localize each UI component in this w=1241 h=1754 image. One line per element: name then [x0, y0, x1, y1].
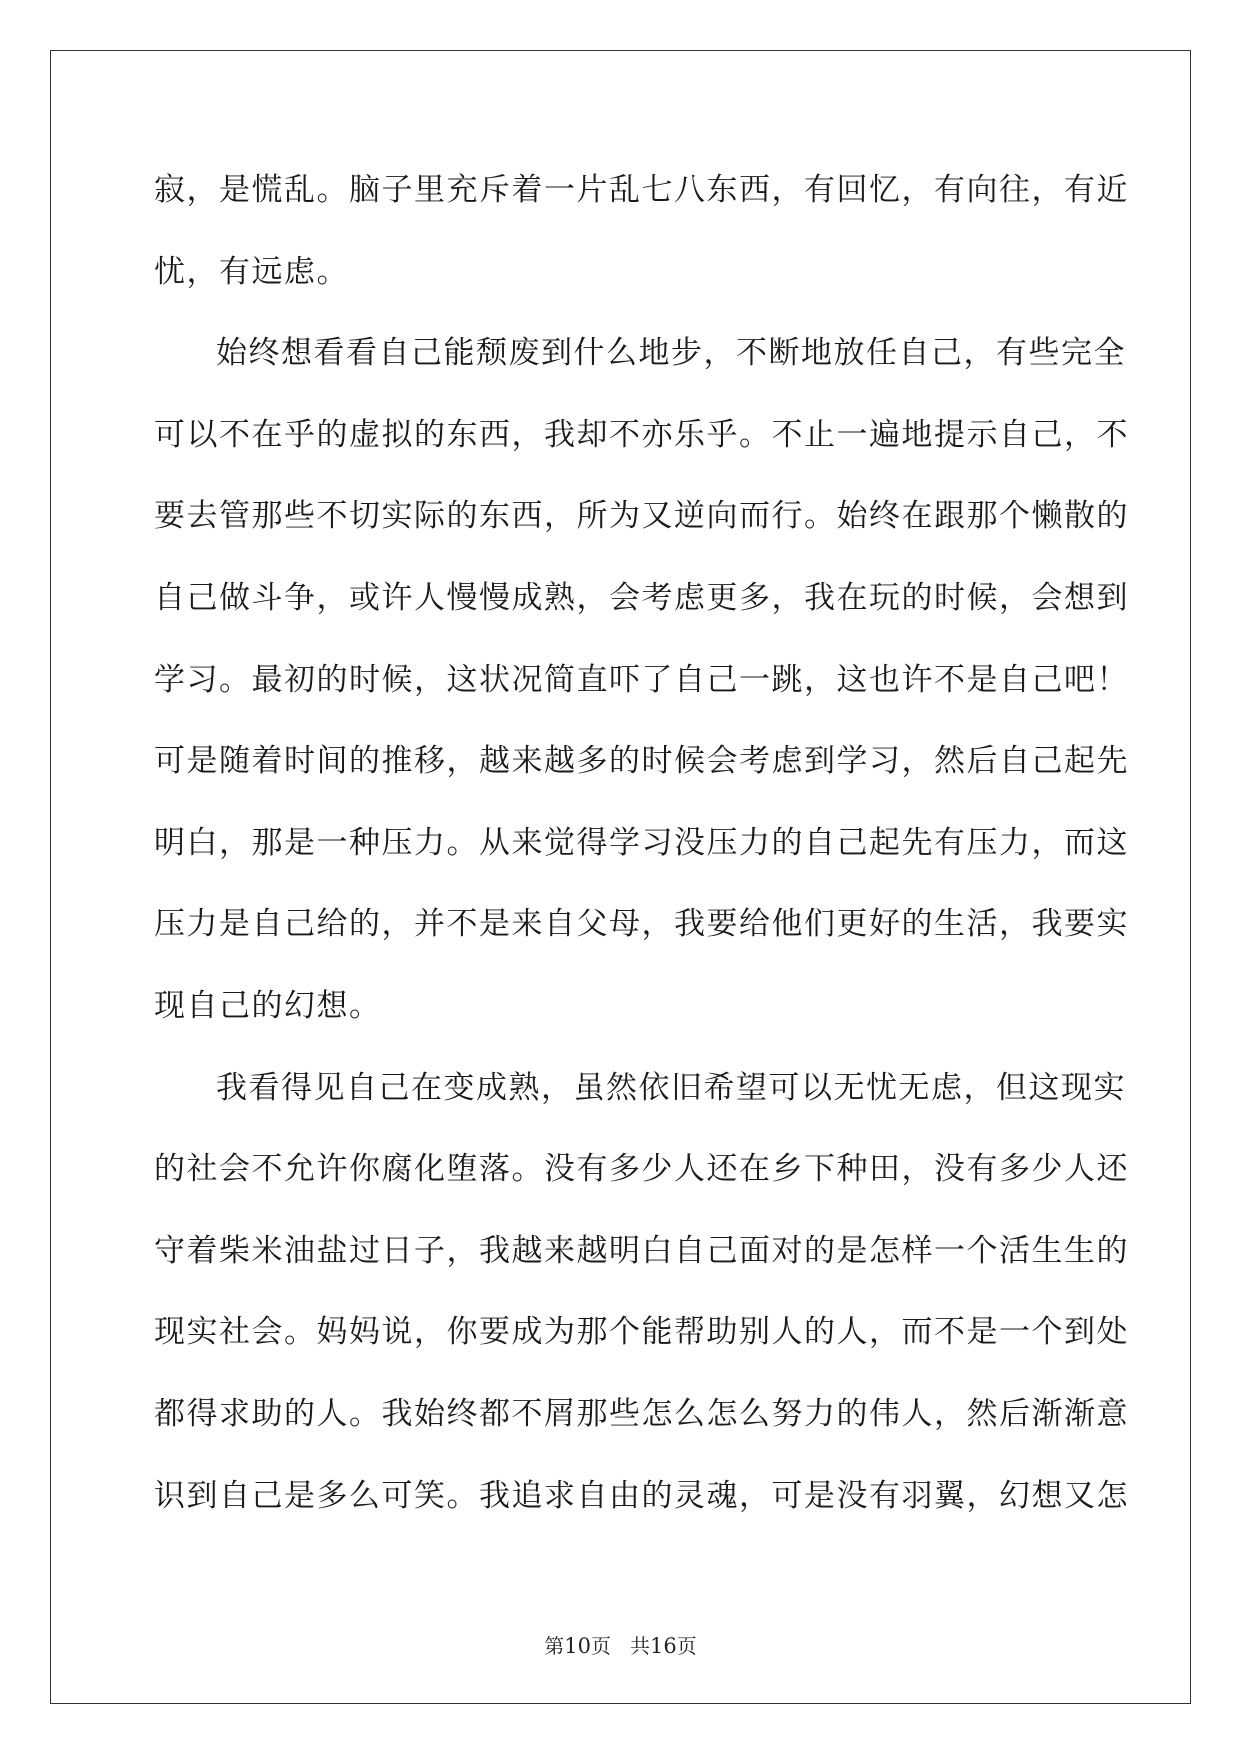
text-line: 压力是自己给的，并不是来自父母，我要给他们更好的生活，我要实 — [154, 906, 1129, 943]
text-line: 现自己的幻想。 — [154, 987, 382, 1024]
total-page-number: 16 — [650, 1634, 677, 1658]
text-line: 寂，是慌乱。脑子里充斥着一片乱七八东西，有回忆，有向往，有近 — [154, 172, 1129, 208]
text-line: 自己做斗争，或许人慢慢成熟，会考虑更多，我在玩的时候，会想到 — [154, 579, 1129, 616]
text-line: 的社会不允许你腐化堕落。没有多少人还在乡下种田，没有多少人还 — [154, 1151, 1129, 1188]
text-line: 可是随着时间的推移，越来越多的时候会考虑到学习，然后自己起先 — [154, 743, 1129, 780]
text-line: 识到自己是多么可笑。我追求自由的灵魂，可是没有羽翼，幻想又怎 — [154, 1477, 1129, 1514]
text-line: 要去管那些不切实际的东西，所为又逆向而行。始终在跟那个懒散的 — [154, 498, 1129, 535]
document-body — [154, 165, 1129, 1552]
paragraph-start-line: 我看得见自己在变成熟，虽然依旧希望可以无忧无虑，但这现实 — [216, 1069, 1126, 1106]
text-line: 守着柴米油盐过日子，我越来越明白自己面对的是怎样一个活生生的 — [154, 1232, 1129, 1269]
text-line: 可以不在乎的虚拟的东西，我却不亦乐乎。不止一遍地提示自己，不 — [154, 416, 1129, 453]
current-page-number: 10 — [564, 1634, 591, 1658]
paragraph-start-line: 始终想看看自己能颓废到什么地步，不断地放任自己，有些完全 — [216, 335, 1126, 372]
footer-total-prefix: 共 — [630, 1634, 651, 1658]
text-line: 明白，那是一种压力。从来觉得学习没压力的自己起先有压力，而这 — [154, 824, 1129, 861]
text-line: 都得求助的人。我始终都不屑那些怎么怎么努力的伟人，然后渐渐意 — [154, 1395, 1129, 1432]
text-line: 学习。最初的时候，这状况简直吓了自己一跳，这也许不是自己吧！ — [154, 661, 1129, 698]
footer-total-suffix: 页 — [676, 1634, 697, 1658]
footer-page-suffix: 页 — [590, 1634, 611, 1658]
page-footer — [0, 1630, 1241, 1659]
footer-prefix: 第 — [544, 1634, 565, 1658]
text-line: 忧，有远虑。 — [154, 253, 349, 290]
text-line: 现实社会。妈妈说，你要成为那个能帮助别人的人，而不是一个到处 — [154, 1314, 1129, 1351]
